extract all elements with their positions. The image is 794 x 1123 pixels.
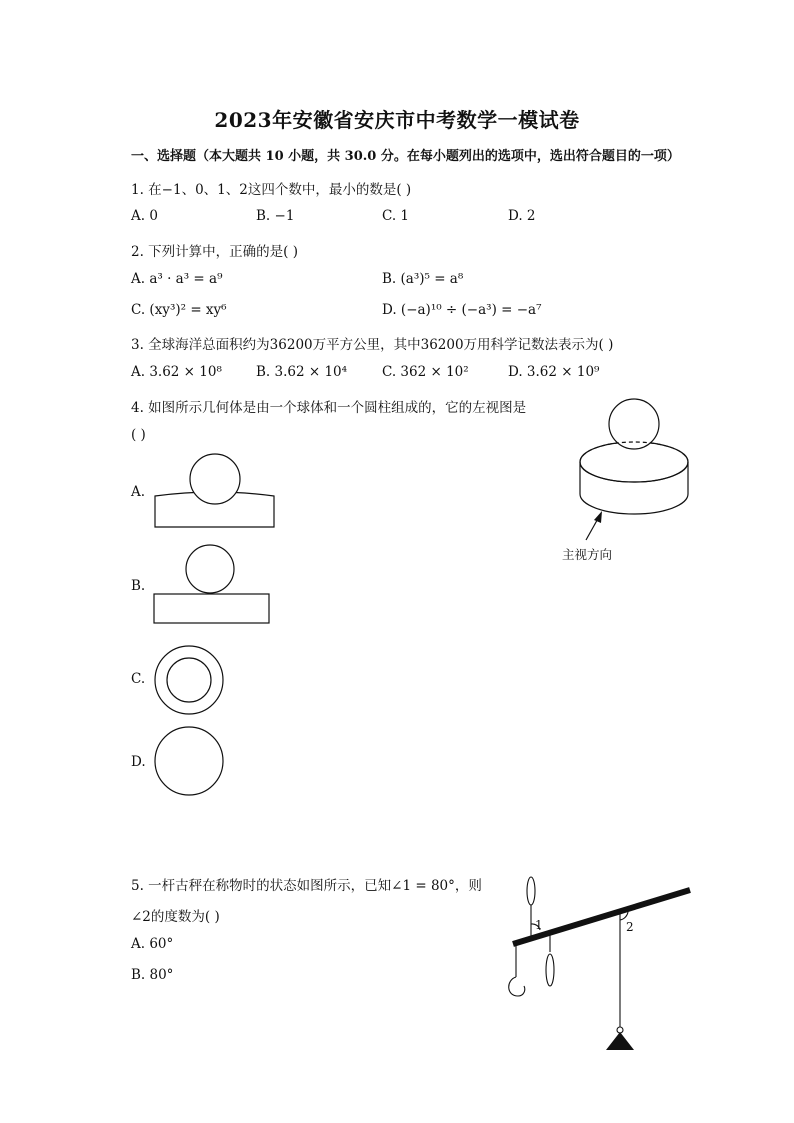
q2-stem: 2. 下列计算中，正确的是( ) xyxy=(131,244,298,260)
q1-stem: 1. 在−1、0、1、2这四个数中，最小的数是( ) xyxy=(131,182,412,198)
q4-stem-cont: ( ) xyxy=(131,427,146,443)
q3-stem: 3. 全球海洋总面积约为36200万平方公里，其中36200万用科学记数法表示为( ) xyxy=(131,337,614,353)
q3-option-c[interactable]: C. 362 × 10² xyxy=(382,364,469,380)
q4-option-c[interactable]: C. xyxy=(131,671,146,687)
q4-option-d[interactable]: D. xyxy=(131,754,146,770)
page-title: 2023年安徽省安庆市中考数学一模试卷 xyxy=(214,108,580,132)
q3-option-d[interactable]: D. 3.62 × 10⁹ xyxy=(508,364,600,380)
q4-option-d-figure xyxy=(153,726,227,800)
q1-option-c[interactable]: C. 1 xyxy=(382,208,410,224)
q2-option-b[interactable]: B. (a³)⁵ = a⁸ xyxy=(382,271,464,287)
section-heading: 一、选择题（本大题共 10 小题，共 30.0 分。在每小题列出的选项中，选出符合题目的一项） xyxy=(131,149,680,164)
q4-option-a-figure xyxy=(154,452,276,530)
q1-option-d[interactable]: D. 2 xyxy=(508,208,536,224)
q4-option-c-figure xyxy=(153,644,227,718)
q1-option-a[interactable]: A. 0 xyxy=(131,208,158,224)
q4-stem: 4. 如图所示几何体是由一个球体和一个圆柱组成的，它的左视图是 xyxy=(131,400,527,416)
q5-steelyard-figure xyxy=(500,872,700,1057)
q4-option-b[interactable]: B. xyxy=(131,578,146,594)
q2-option-c[interactable]: C. (xy³)² = xy⁶ xyxy=(131,302,227,318)
q5-stem-cont: ∠2的度数为( ) xyxy=(131,909,220,925)
q3-option-a[interactable]: A. 3.62 × 10⁸ xyxy=(131,364,222,380)
q1-option-b[interactable]: B. −1 xyxy=(256,208,295,224)
angle-2-label: 2 xyxy=(626,920,634,934)
angle-1-label: 1 xyxy=(535,918,543,932)
q4-view-direction-caption: 主视方向 xyxy=(562,547,613,562)
q3-option-b[interactable]: B. 3.62 × 10⁴ xyxy=(256,364,348,380)
q5-option-b[interactable]: B. 80° xyxy=(131,967,174,983)
q5-stem: 5. 一杆古秤在称物时的状态如图所示，已知∠1 = 80°，则 xyxy=(131,878,482,894)
q5-option-a[interactable]: A. 60° xyxy=(131,936,174,952)
q2-option-a[interactable]: A. a³ · a³ = a⁹ xyxy=(131,271,223,287)
q4-option-a[interactable]: A. xyxy=(131,484,146,500)
q2-option-d[interactable]: D. (−a)¹⁰ ÷ (−a³) = −a⁷ xyxy=(382,302,542,318)
q4-option-b-figure xyxy=(153,544,271,626)
